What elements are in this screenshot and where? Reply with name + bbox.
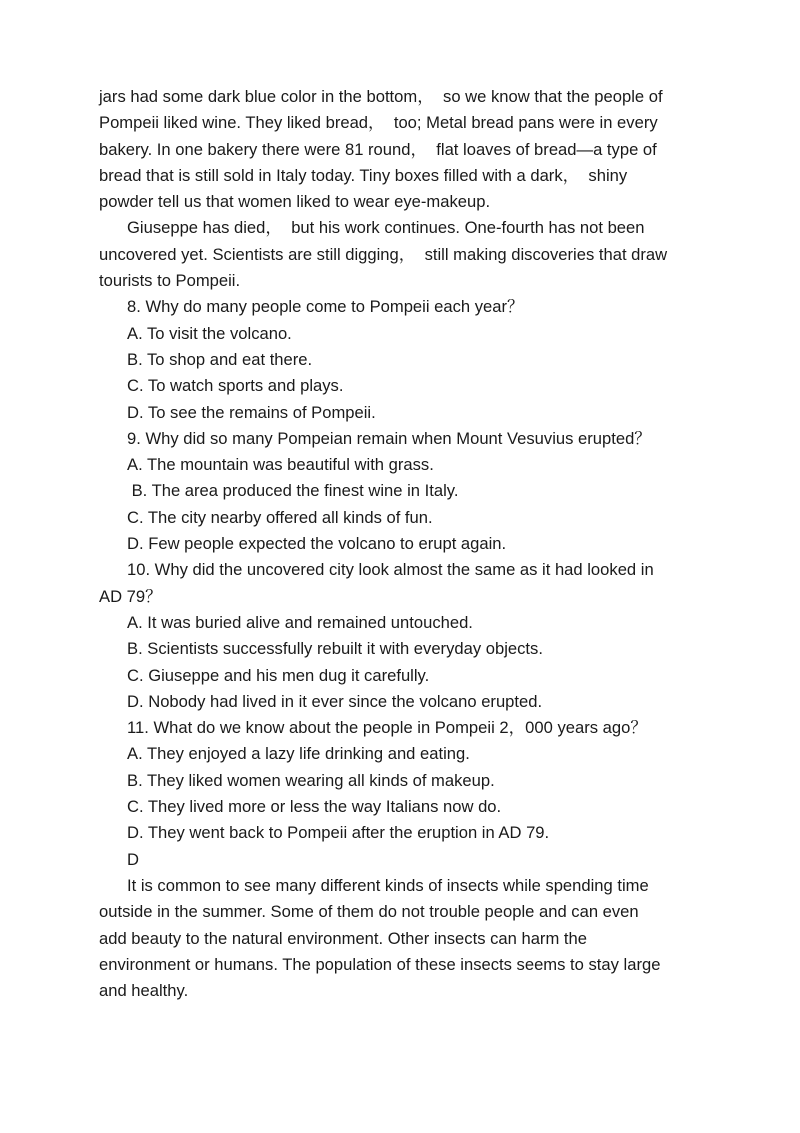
question-9-option-b: B. The area produced the finest wine in Italy. xyxy=(127,481,459,501)
paragraph-2-line-2: uncovered yet. Scientists are still digging， still making discoveries that draw xyxy=(99,244,668,264)
document-text xyxy=(99,84,709,1004)
question-9-option-c: C. The city nearby offered all kinds of fun. xyxy=(127,507,433,527)
paragraph-1-line-2: Pompeii liked wine. They liked bread， too; Metal bread pans were in every xyxy=(99,113,658,133)
question-10-option-d: D. Nobody had lived in it ever since the volcano erupted. xyxy=(127,691,543,711)
question-11-option-a: A. They enjoyed a lazy life drinking and eating. xyxy=(127,744,470,764)
question-11-option-b: B. They liked women wearing all kinds of makeup. xyxy=(127,770,495,790)
question-10-stem-line-1: 10. Why did the uncovered city look almost the same as it had looked in xyxy=(127,560,654,580)
question-11-option-c: C. They lived more or less the way Italians now do. xyxy=(127,797,502,817)
section-label: D xyxy=(127,849,139,869)
question-10-option-a: A. It was buried alive and remained untouched. xyxy=(127,612,473,632)
question-9-stem: 9. Why did so many Pompeian remain when Mount Vesuvius erupted？ xyxy=(127,428,651,448)
question-8-stem: 8. Why do many people come to Pompeii each year？ xyxy=(127,297,524,317)
paragraph-3-line-1: It is common to see many different kinds of insects while spending time xyxy=(127,875,649,895)
paragraph-1-line-5: powder tell us that women liked to wear eye-makeup. xyxy=(99,192,491,212)
question-10-option-c: C. Giuseppe and his men dug it carefully. xyxy=(127,665,430,685)
question-9-option-d: D. Few people expected the volcano to erupt again. xyxy=(127,534,507,554)
paragraph-1-line-4: bread that is still sold in Italy today. Tiny boxes filled with a dark， shiny xyxy=(99,165,628,185)
question-8-option-b: B. To shop and eat there. xyxy=(127,349,313,369)
question-11-option-d: D. They went back to Pompeii after the eruption in AD 79. xyxy=(127,823,550,843)
question-10-stem-line-2: AD 79？ xyxy=(99,586,162,606)
paragraph-1-line-3: bakery. In one bakery there were 81 round， flat loaves of bread—a type of xyxy=(99,139,657,159)
paragraph-2-line-3: tourists to Pompeii. xyxy=(99,271,241,291)
paragraph-1-line-1: jars had some dark blue color in the bottom， so we know that the people of xyxy=(99,87,663,106)
question-10-option-b: B. Scientists successfully rebuilt it with everyday objects. xyxy=(127,639,543,659)
question-8-option-c: C. To watch sports and plays. xyxy=(127,376,344,396)
paragraph-3-line-3: add beauty to the natural environment. Other insects can harm the xyxy=(99,928,587,948)
paragraph-3-line-2: outside in the summer. Some of them do not trouble people and can even xyxy=(99,902,639,922)
question-9-option-a: A. The mountain was beautiful with grass. xyxy=(127,455,434,475)
paragraph-3-line-4: environment or humans. The population of these insects seems to stay large xyxy=(99,954,661,974)
question-8-option-d: D. To see the remains of Pompeii. xyxy=(127,402,376,422)
paragraph-3-line-5: and healthy. xyxy=(99,981,189,1001)
question-8-option-a: A. To visit the volcano. xyxy=(127,323,292,343)
question-11-stem: 11. What do we know about the people in Pompeii 2，000 years ago？ xyxy=(127,718,647,738)
paragraph-2-line-1: Giuseppe has died， but his work continues. One-fourth has not been xyxy=(127,218,645,238)
